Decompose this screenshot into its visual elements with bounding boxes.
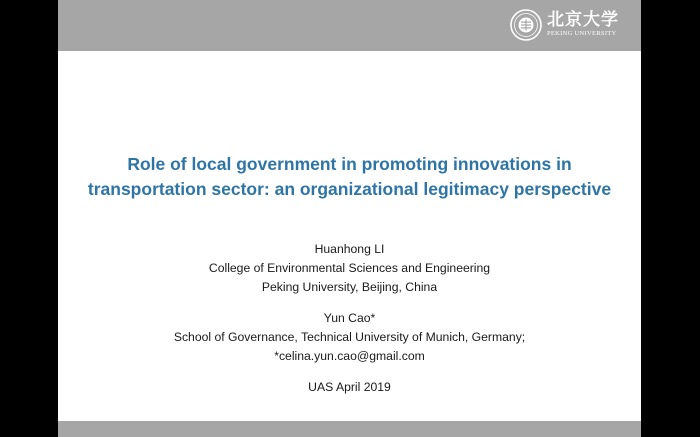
slide-authors <box>58 240 641 397</box>
slide-title <box>58 152 641 202</box>
event-label: UAS April 2019 <box>308 380 391 394</box>
title-line-2: transportation sector: an organizational legitimacy perspective <box>87 179 612 199</box>
university-logo <box>510 9 619 41</box>
logo-text <box>547 12 619 38</box>
logo-english-name: PEKING UNIVERSITY <box>547 30 617 38</box>
peking-university-seal-icon <box>510 9 542 41</box>
author2-name: Yun Cao* <box>323 311 376 325</box>
logo-chinese-name: 北京大学 <box>547 10 619 31</box>
author2-email: *celina.yun.cao@gmail.com <box>274 349 425 363</box>
slide-footer-band <box>58 421 641 437</box>
slide-header-band <box>58 0 641 51</box>
author1-name: Huanhong LI <box>314 242 385 256</box>
presentation-slide <box>58 0 641 437</box>
title-line-1: Role of local government in promoting innovations in <box>127 154 572 174</box>
author1-location: Peking University, Beijing, China <box>261 280 438 294</box>
author2-affiliation: School of Governance, Technical University of Munich, Germany; <box>173 330 526 344</box>
author1-affiliation: College of Environmental Sciences and Engineering <box>208 261 491 275</box>
